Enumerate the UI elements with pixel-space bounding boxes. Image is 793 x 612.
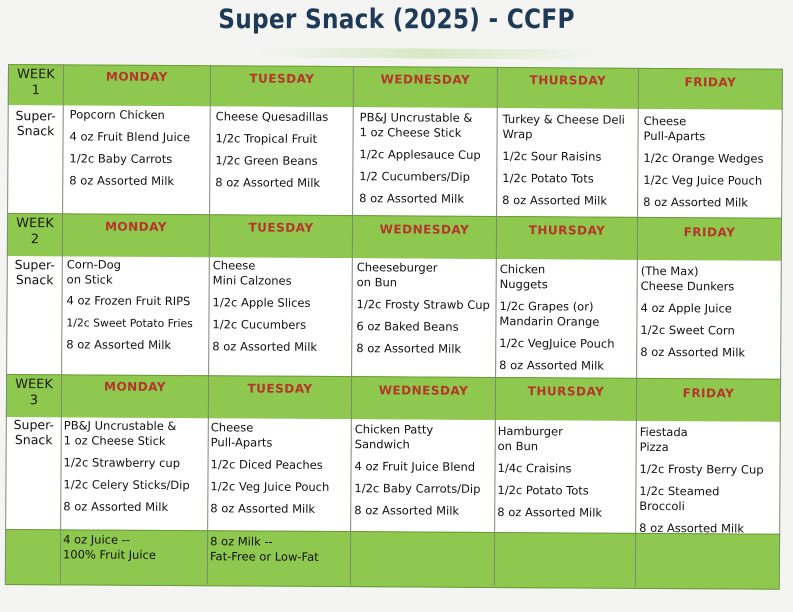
menu-item: 8 oz Assorted Milk [66,337,172,353]
menu-item: 1/2c Sweet Potato Fries [66,316,193,331]
menu-item: 1/2c Sweet Corn [640,322,735,338]
menu-item: 1/2c Frosty Strawb Cup [356,297,490,312]
menu-item: 1/4c Craisins [497,460,572,476]
menu-item: Fiestada [639,424,688,440]
menu-item: (The Max) [640,263,699,279]
menu-item: Chicken Patty [354,422,434,437]
day-header-thursday: THURSDAY [527,384,605,399]
menu-item: 1/2 Cucumbers/Dip [359,169,470,184]
row-label-line: Snack [14,432,53,448]
menu-item: 8 oz Assorted Milk [210,501,316,516]
menu-item: Broccoli [639,498,685,514]
row-label-super-snack [9,257,61,287]
juice-note-line-1: 4 oz Juice -- [63,532,131,547]
menu-item: Nuggets [499,277,548,292]
menu-item: Cheese [212,258,256,273]
milk-note-line-2: Fat-Free or Low-Fat [209,549,319,564]
menu-item: on Bun [497,438,539,454]
menu-item: 1/2c Sour Raisins [502,149,602,164]
menu-item: Cheeseburger [356,260,438,275]
faded-header-smudge [258,48,598,60]
menu-item: 8 oz Assorted Milk [643,194,749,210]
page-title: Super Snack (2025) - CCFP [218,4,575,35]
menu-item: 1/2c Green Beans [215,153,318,168]
row-label-line: Snack [16,123,55,139]
menu-item: 1/2c Potato Tots [497,482,589,498]
menu-item: Pizza [639,439,669,455]
menu-item: 1/2c Celery Sticks/Dip [63,477,190,493]
menu-item: 1/2c Tropical Fruit [215,131,318,146]
menu-item: PB&J Uncrustable & [63,418,177,434]
menu-item: 1/2c Baby Carrots/Dip [354,481,481,496]
day-header-tuesday: TUESDAY [249,71,315,86]
menu-item: 8 oz Assorted Milk [212,339,318,354]
row-label-line: Super- [14,257,55,273]
menu-item: 8 oz Assorted Milk [356,341,462,356]
menu-item: 1/2c Cucumbers [212,317,307,332]
menu-item: Chicken [499,262,546,277]
row-label-line: Snack [15,272,54,288]
day-header-friday: FRIDAY [682,386,735,401]
menu-item: 1/2c Applesauce Cup [359,147,481,162]
menu-item: PB&J Uncrustable & [359,110,473,125]
week-label-line-1: WEEK 1 [16,67,55,99]
menu-item: Cheese Dunkers [640,278,735,294]
menu-item: 1/2c Veg Juice Pouch [643,172,763,188]
menu-item: Cheese [210,420,254,435]
menu-item: 4 oz Fruit Blend Juice [69,129,191,145]
menu-item: 8 oz Assorted Milk [497,504,603,520]
day-header-tuesday: TUESDAY [247,381,313,396]
week-label [9,216,61,248]
menu-item: 8 oz Assorted Milk [215,175,321,190]
menu-item: Cheese [643,113,687,129]
menu-item: 4 oz Fruit Juice Blend [354,459,476,474]
menu-item: 8 oz Assorted Milk [359,191,465,206]
menu-item: on Stick [66,272,113,287]
menu-item: 1/2c Potato Tots [502,171,594,186]
menu-item: Corn-Dog [66,257,122,272]
day-header-monday: MONDAY [103,379,167,394]
day-header-thursday: THURSDAY [529,73,607,88]
juice-note [63,532,156,563]
menu-item: 1/2c Apple Slices [212,295,311,310]
day-header-monday: MONDAY [104,219,168,234]
day-header-thursday: THURSDAY [528,223,606,238]
menu-item: Pull-Aparts [643,128,706,144]
menu-item: 1/2c Frosty Berry Cup [639,461,764,477]
day-header-friday: FRIDAY [684,75,737,90]
menu-item: 8 oz Assorted Milk [63,499,169,514]
menu-item: 1/2c Steamed [639,483,720,499]
menu-item: 1 oz Cheese Stick [359,125,462,140]
menu-item: 8 oz Assorted Milk [502,193,608,208]
menu-item: Cheese Quesadillas [215,109,329,124]
menu-table [5,64,783,589]
day-header-wednesday: WEDNESDAY [378,383,469,398]
menu-item: 1/2c Grapes (or) [499,299,594,314]
menu-item: 1/2c Orange Wedges [643,150,764,166]
menu-item: Mini Calzones [212,273,292,288]
menu-item: 8 oz Assorted Milk [499,358,605,373]
menu-item: 8 oz Assorted Milk [640,344,746,360]
day-header-wednesday: WEDNESDAY [379,222,470,237]
menu-item: 4 oz Apple Juice [640,300,732,316]
day-header-wednesday: WEDNESDAY [380,72,471,87]
milk-note-line-1: 8 oz Milk -- [210,534,273,549]
week-label-line-1: WEEK 2 [16,216,54,248]
menu-item: 8 oz Assorted Milk [639,520,745,536]
day-header-friday: FRIDAY [683,225,736,240]
menu-item: 1/2c VegJuice Pouch [499,336,615,351]
menu-item: 6 oz Baked Beans [356,319,459,334]
row-label-line: Super- [13,417,55,433]
week-label [10,67,62,99]
week-label [8,377,60,409]
menu-item: Mandarin Orange [499,314,600,329]
menu-item: 8 oz Assorted Milk [354,503,460,518]
milk-note [210,534,319,565]
menu-item: 1/2c Strawberry cup [63,455,181,471]
row-label-super-snack [8,417,60,447]
juice-note-line-2: 100% Fruit Juice [62,547,157,562]
menu-item: Popcorn Chicken [69,107,165,122]
menu-item: Turkey & Cheese Deli [502,112,625,127]
week-label-line-1: WEEK 3 [15,377,53,409]
row-label-line: Super- [15,108,56,124]
menu-item: 4 oz Frozen Fruit RIPS [66,293,191,309]
menu-item: 1/2c Veg Juice Pouch [210,479,330,494]
menu-item: on Bun [356,275,398,290]
menu-item: Wrap [502,127,533,142]
menu-item: 1 oz Cheese Stick [63,433,166,448]
menu-item: 8 oz Assorted Milk [69,173,175,189]
menu-item: 1/2c Baby Carrots [69,151,173,167]
day-header-tuesday: TUESDAY [248,220,314,235]
menu-item: Pull-Aparts [210,435,273,450]
row-label-super-snack [10,108,62,138]
menu-item: Hamburger [497,423,563,439]
menu-item: 1/2c Diced Peaches [210,457,323,472]
menu-item: Sandwich [354,437,410,452]
day-header-monday: MONDAY [105,69,168,84]
